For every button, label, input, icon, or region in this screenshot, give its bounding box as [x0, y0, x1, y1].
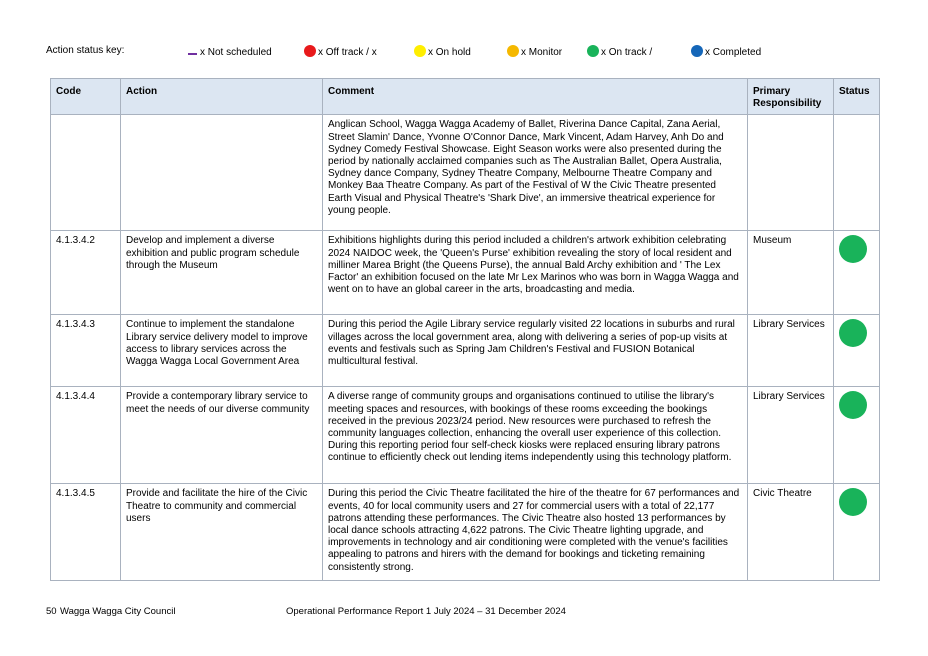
cell-status [834, 484, 880, 581]
table-row [51, 484, 880, 581]
yellow-dot-icon [414, 45, 426, 57]
key-item-on-hold: x On hold [414, 45, 471, 58]
status-key [46, 44, 906, 60]
green-dot-icon [587, 45, 599, 57]
table-row [51, 315, 880, 387]
cell-responsibility: Civic Theatre [748, 484, 834, 581]
cell-code: 4.1.3.4.3 [51, 315, 121, 387]
cell-action: Continue to implement the standalone Library service delivery model to improve access to library services across the Wagga Wagga Local Government Area [121, 315, 323, 387]
footer-report-title: Operational Performance Report 1 July 2024 – 31 December 2024 [286, 606, 566, 617]
cell-action: Develop and implement a diverse exhibition and public program schedule through the Museum [121, 231, 323, 315]
cell-responsibility: Museum [748, 231, 834, 315]
cell-comment: A diverse range of community groups and organisations continued to utilise the library's meeting spaces and resources, with bookings of these rooms exceeding the bookings received in the previous 2023/24 period. New resources were purchased to refresh the community languages collection, enhancing the overall user experience of this collection. During this reporting period four self-check kiosks were replaced ensuring library patrons continue to efficiently check out lending items independently using this technology platform. [323, 387, 748, 484]
cell-action: Provide and facilitate the hire of the Civic Theatre to community and commercial users [121, 484, 323, 581]
cell-comment: During this period the Civic Theatre facilitated the hire of the theatre for 67 performances and events, 40 for local community users and 27 for commercial users with a total of 22,177 patrons attending these performances. The Civic Theatre also hosted 13 performances by local dance schools attracting 4,622 patrons. The Civic Theatre lighting upgrade, and improvements in technology and air conditioning were completed with the venue's facilities appealing to patrons and hirers with the demand for bookings and ticketing remaining consistently strong. [323, 484, 748, 581]
table-header-row [51, 79, 880, 115]
amber-dot-icon [507, 45, 519, 57]
status-on-track-icon [839, 319, 867, 347]
key-item-on-track: x On track / [587, 45, 652, 58]
cell-action: Provide a contemporary library service to meet the needs of our diverse community [121, 387, 323, 484]
key-item-off-track: x Off track / x [304, 45, 377, 58]
cell-status [834, 231, 880, 315]
header-primary-responsibility: Primary Responsibility [748, 79, 834, 115]
table-row [51, 115, 880, 231]
status-key-label: Action status key: [46, 45, 125, 56]
cell-responsibility: Library Services [748, 387, 834, 484]
cell-status [834, 115, 880, 231]
cell-status [834, 387, 880, 484]
actions-table [50, 78, 880, 581]
table-row [51, 387, 880, 484]
footer-organisation: Wagga Wagga City Council [60, 606, 176, 617]
header-code: Code [51, 79, 121, 115]
dash-icon [188, 53, 197, 55]
header-action: Action [121, 79, 323, 115]
key-item-not-scheduled: x Not scheduled [188, 47, 272, 58]
cell-code: 4.1.3.4.4 [51, 387, 121, 484]
cell-code [51, 115, 121, 231]
key-item-completed: x Completed [691, 45, 761, 58]
cell-comment: Anglican School, Wagga Wagga Academy of Ballet, Riverina Dance Capital, Zana Aerial, Street Slamin' Dance, Yvonne O'Connor Dance, Mark Vincent, Adam Harvey, Anh Do and Sydney Comedy Festival Showcase. Eight Season works were also presented during the period by nationally acclaimed companies such as The Australian Ballet, Opera Australia, Sydney dance Company, Sydney Theatre Company, Melbourne Theatre Company and Monkey Baa Theatre Company. As part of the Festival of W the Civic Theatre presented Earth Visual and Physical Theatre's 'Shark Dive', an immersive theatrical experience for young people. [323, 115, 748, 231]
key-item-monitor: x Monitor [507, 45, 562, 58]
cell-status [834, 315, 880, 387]
cell-responsibility [748, 115, 834, 231]
cell-comment: Exhibitions highlights during this period included a children's artwork exhibition celebrating 2024 NAIDOC week, the 'Queen's Purse' exhibition revealing the story of local resident and milliner Marea Bright (the Queens Purse), the annual Bald Archy exhibition and ' The Lex Factor' an exhibition focused on the late Mr Lex Marinos who was born in Wagga Wagga and went on to have an global career in the arts, broadcasting and media. [323, 231, 748, 315]
status-on-track-icon [839, 235, 867, 263]
table-row [51, 231, 880, 315]
blue-dot-icon [691, 45, 703, 57]
cell-action [121, 115, 323, 231]
cell-code: 4.1.3.4.2 [51, 231, 121, 315]
cell-comment: During this period the Agile Library service regularly visited 22 locations in suburbs and rural villages across the local government area, along with delivering a series of pop-up visits at events and festivals such as Spring Jam Children's Festival and FUSION Botanical multicultural festival. [323, 315, 748, 387]
header-comment: Comment [323, 79, 748, 115]
footer-page-number: 50 [46, 606, 57, 617]
red-dot-icon [304, 45, 316, 57]
header-status: Status [834, 79, 880, 115]
cell-code: 4.1.3.4.5 [51, 484, 121, 581]
status-on-track-icon [839, 488, 867, 516]
cell-responsibility: Library Services [748, 315, 834, 387]
status-on-track-icon [839, 391, 867, 419]
